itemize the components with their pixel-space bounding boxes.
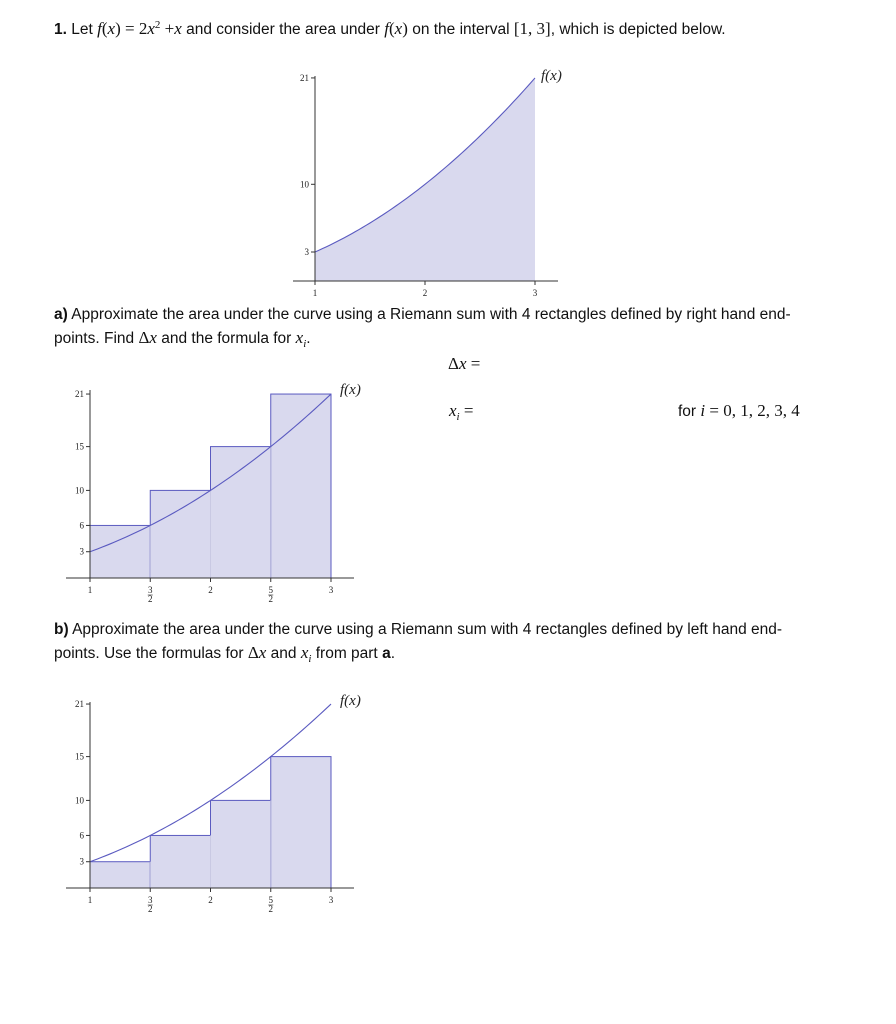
- stmt-text2: and consider the area under: [181, 21, 385, 39]
- for-vals: = 0, 1, 2, 3, 4: [705, 401, 800, 420]
- x-tick-label: 1: [87, 585, 93, 595]
- x-tick-label: 2: [208, 895, 213, 905]
- riemann-rect: [150, 835, 210, 888]
- part-b-line1: Approximate the area under the curve using a Riemann sum with 4 rectangles defined by left hand end-: [68, 621, 783, 638]
- part-b-from: from part: [311, 645, 383, 662]
- y-tick-label: 10: [75, 485, 84, 496]
- part-a-dx: x: [149, 328, 157, 347]
- x-tick-label: 1: [87, 895, 93, 905]
- part-b-dx: x: [258, 643, 267, 662]
- stmt-paren2: (: [389, 19, 395, 39]
- y-tick-label: 3: [79, 856, 84, 867]
- y-tick-label: 6: [79, 520, 84, 531]
- y-tick-label: 21: [300, 72, 309, 83]
- xi-x: x: [449, 401, 457, 420]
- dx-eq: =: [466, 354, 481, 373]
- riemann-rect: [271, 757, 331, 888]
- part-a-period: .: [306, 330, 311, 347]
- curve-label: f(x): [541, 68, 562, 84]
- stmt-f2: f: [384, 19, 389, 39]
- y-tick-label: 3: [304, 246, 309, 257]
- for-text: for: [678, 403, 701, 420]
- stmt-paren3: ): [402, 19, 408, 39]
- dx-x: x: [458, 354, 467, 373]
- x-tick-label: 5: [268, 895, 273, 905]
- stmt-x2: x: [147, 19, 155, 39]
- stmt-interval: [1, 3]: [513, 19, 551, 39]
- part-a-line1: Approximate the area under the curve using a Riemann sum with 4 rectangles defined by right hand end-: [67, 306, 791, 323]
- for-i: i: [700, 401, 706, 420]
- dx-delta: Δ: [448, 354, 459, 373]
- riemann-rect: [211, 800, 271, 888]
- x-tick-label: 3: [148, 585, 153, 595]
- y-tick-label: 10: [75, 795, 84, 806]
- y-tick-label: 21: [75, 699, 84, 710]
- x-tick-label: 1: [312, 288, 318, 298]
- stmt-x4: x: [394, 19, 403, 39]
- xi-eq: =: [459, 401, 474, 420]
- stmt-text: Let: [71, 21, 93, 39]
- x-tick-label: 3: [328, 585, 334, 595]
- stmt-x: x: [107, 19, 116, 39]
- part-a-line2a: points. Find: [54, 330, 139, 347]
- part-a-xi-sub: i: [303, 338, 307, 351]
- y-tick-label: 6: [79, 830, 84, 841]
- part-b-delta: Δ: [247, 643, 259, 662]
- x-tick-label: 2: [148, 904, 153, 914]
- part-b-xi-sub: i: [308, 653, 312, 666]
- part-a-xi: x: [295, 328, 304, 347]
- part-b-line2a: points. Use the formulas for: [54, 645, 248, 662]
- problem-number: 1.: [54, 21, 67, 39]
- part-b-label: b): [54, 621, 69, 638]
- y-tick-label: 15: [75, 441, 84, 452]
- part-b-ref: a: [382, 645, 391, 662]
- part-b-period: .: [390, 645, 395, 662]
- stmt-eq: ) = 2: [115, 19, 148, 39]
- part-a-line2d: and the formula for: [156, 330, 296, 347]
- part-b-xi: x: [300, 643, 309, 662]
- stmt-f: f: [97, 19, 102, 39]
- y-tick-label: 10: [300, 179, 309, 190]
- part-a-delta: Δ: [138, 328, 150, 347]
- x-tick-label: 2: [208, 585, 213, 595]
- part-b-and: and: [266, 645, 301, 662]
- x-tick-label: 2: [268, 904, 273, 914]
- y-tick-label: 21: [75, 389, 84, 400]
- riemann-rect: [90, 862, 150, 888]
- x-tick-label: 2: [268, 594, 273, 604]
- stmt-plus: +: [160, 19, 175, 39]
- x-tick-label: 3: [148, 895, 153, 905]
- xi-sub: i: [456, 411, 460, 424]
- x-tick-label: 3: [328, 895, 334, 905]
- curve-label: f(x): [340, 693, 361, 709]
- x-tick-label: 2: [148, 594, 153, 604]
- curve-label: f(x): [340, 382, 361, 398]
- part-a-label: a): [54, 306, 68, 323]
- x-tick-label: 2: [422, 288, 428, 298]
- x-tick-label: 3: [532, 288, 538, 298]
- stmt-paren: (: [101, 19, 108, 39]
- x-tick-label: 5: [268, 585, 273, 595]
- stmt-x3: x: [174, 19, 182, 39]
- stmt-text3: on the interval: [407, 21, 514, 39]
- y-tick-label: 3: [79, 546, 84, 557]
- stmt-exp: 2: [154, 19, 161, 31]
- stmt-text4: , which is depicted below.: [550, 21, 726, 39]
- y-tick-label: 15: [75, 751, 84, 762]
